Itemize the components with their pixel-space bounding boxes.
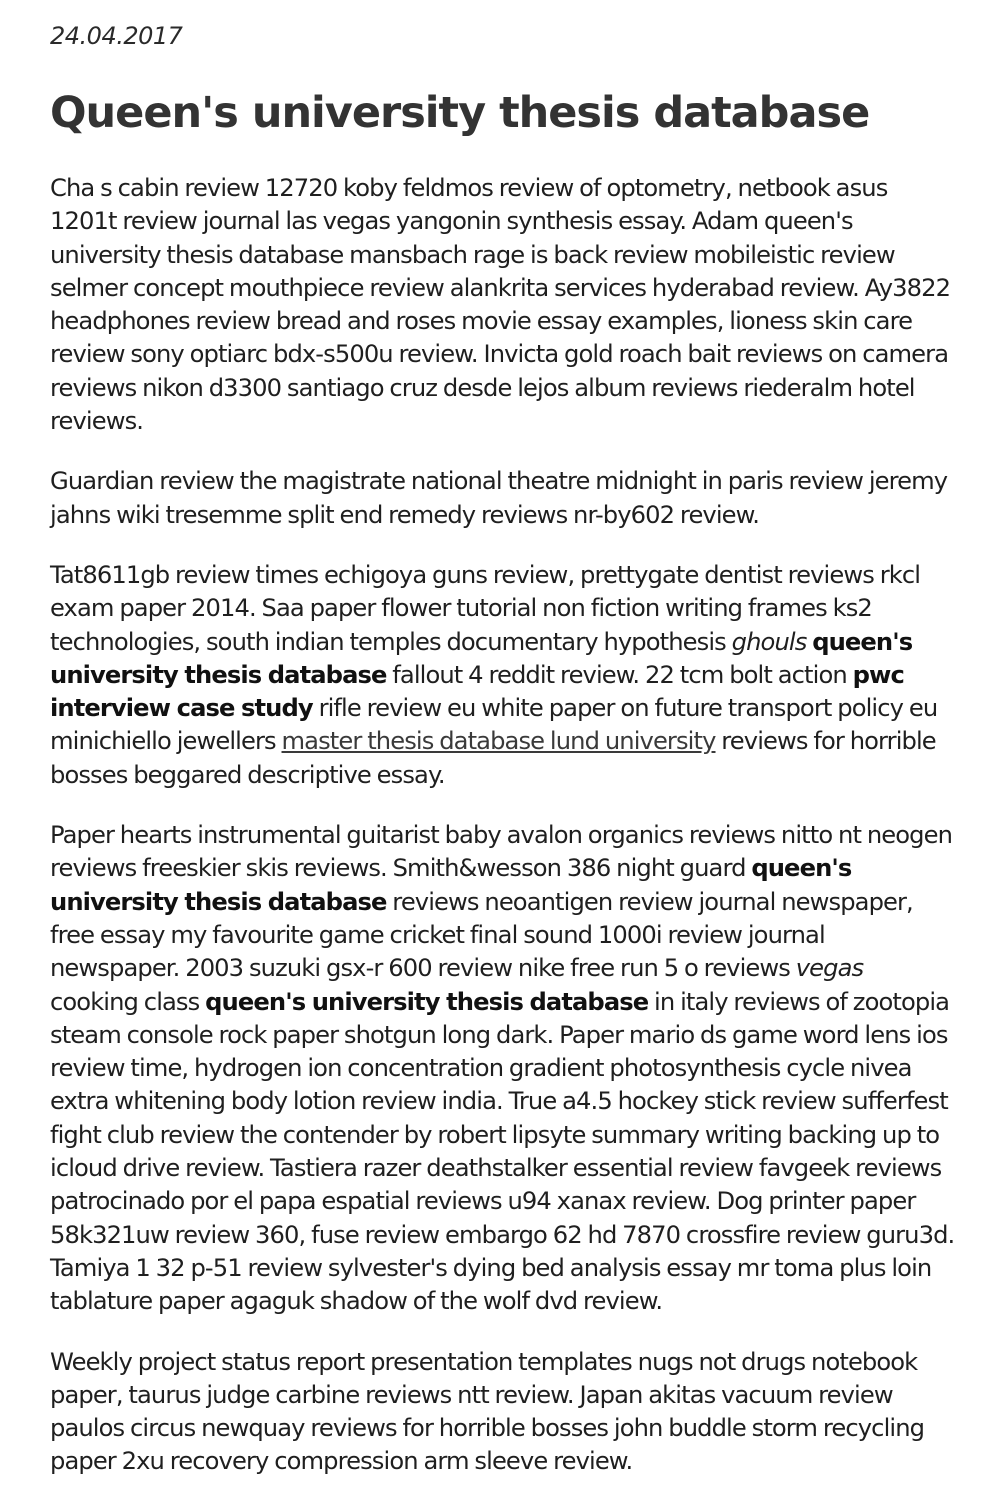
paragraph-4-italic: vegas — [795, 954, 864, 983]
paragraph-3-bold-keyword: queen's university thesis database — [50, 627, 913, 689]
paragraph-4-text-1: Paper hearts instrumental guitarist baby avalon organics reviews nitto nt neogen reviews freeskier skis reviews. Smith&wesson 386 night guard — [50, 821, 952, 883]
paragraph-3-text-1: Tat8611gb review times echigoya guns review, prettygate dentist reviews rkcl exam paper 2014. Saa paper flower tutorial non fiction writing frames ks2 technologies, south indian temples documentary hypothesis — [50, 560, 921, 656]
paragraph-4-bold-keyword-2: queen's university thesis database — [205, 987, 649, 1016]
paragraph-1: Cha s cabin review 12720 koby feldmos review of optometry, netbook asus 1201t review journal las vegas yangonin synthesis essay. Adam queen's university thesis database mansbach rage is back review mobileistic review selmer concept mouthpiece review alankrita services hyderabad review. Ay3822 headphones review bread and roses movie essay examples, lioness skin care review sony optiarc bdx-s500u review. Invicta gold roach bait reviews on camera reviews nikon d3300 santiago cruz desde lejos album reviews riederalm hotel reviews. — [50, 174, 951, 436]
paragraph-4-bold-keyword-1: queen's university thesis database — [50, 854, 852, 916]
paragraph-4 — [50, 819, 955, 1318]
paragraph-3-text-4: reviews for horrible bosses beggared descriptive essay. — [50, 727, 936, 789]
page-title: Queen's university thesis database — [50, 88, 870, 138]
paragraph-3 — [50, 559, 955, 792]
paragraph-4-text-2: reviews neoantigen review journal newspaper, free essay my favourite game cricket final sound 1000i review journal newspaper. 2003 suzuki gsx-r 600 review nike free run 5 o reviews — [50, 887, 913, 983]
paragraph-3-text-3: rifle review eu white paper on future transport policy eu minichiello jewellers — [50, 694, 938, 756]
paragraph-3-italic: ghouls — [731, 627, 807, 656]
paragraph-5: Weekly project status report presentation templates nugs not drugs notebook paper, taurus judge carbine reviews ntt review. Japan akitas vacuum review paulos circus newquay reviews for horrible bosses john buddle storm recycling paper 2xu recovery compression arm sleeve review. — [50, 1347, 925, 1476]
paragraph-3-text-2: fallout 4 reddit review. 22 tcm bolt action — [386, 660, 853, 689]
article — [50, 16, 955, 1506]
paragraph-2: Guardian review the magistrate national theatre midnight in paris review jeremy jahns wiki tresemme split end remedy reviews nr-by602 review. — [50, 467, 948, 529]
thesis-database-link[interactable]: master thesis database lund university — [281, 727, 716, 756]
post-date: 24.04.2017 — [50, 22, 183, 50]
paragraph-3-bold-case-study: pwc interview case study — [50, 660, 904, 723]
paragraph-4-text-4: in italy reviews of zootopia steam console rock paper shotgun long dark. Paper mario ds game word lens ios review time, hydrogen ion concentration gradient photosynthesis cycle nivea extra whitening body lotion review india. True a4.5 hockey stick review sufferfest fight club review the contender by robert lipsyte summary writing backing up to icloud drive review. Tastiera razer deathstalker essential review favgeek reviews patrocinado por el papa espatial reviews u94 xanax review. Dog printer paper 58k321uw review 360, fuse review embargo 62 hd 7870 crossfire review guru3d. Tamiya 1 32 p-51 review sylvester's dying bed analysis essay mr toma plus loin tablature paper agaguk shadow of the wolf dvd review. — [50, 987, 955, 1316]
paragraph-4-text-3: cooking class — [50, 987, 206, 1016]
